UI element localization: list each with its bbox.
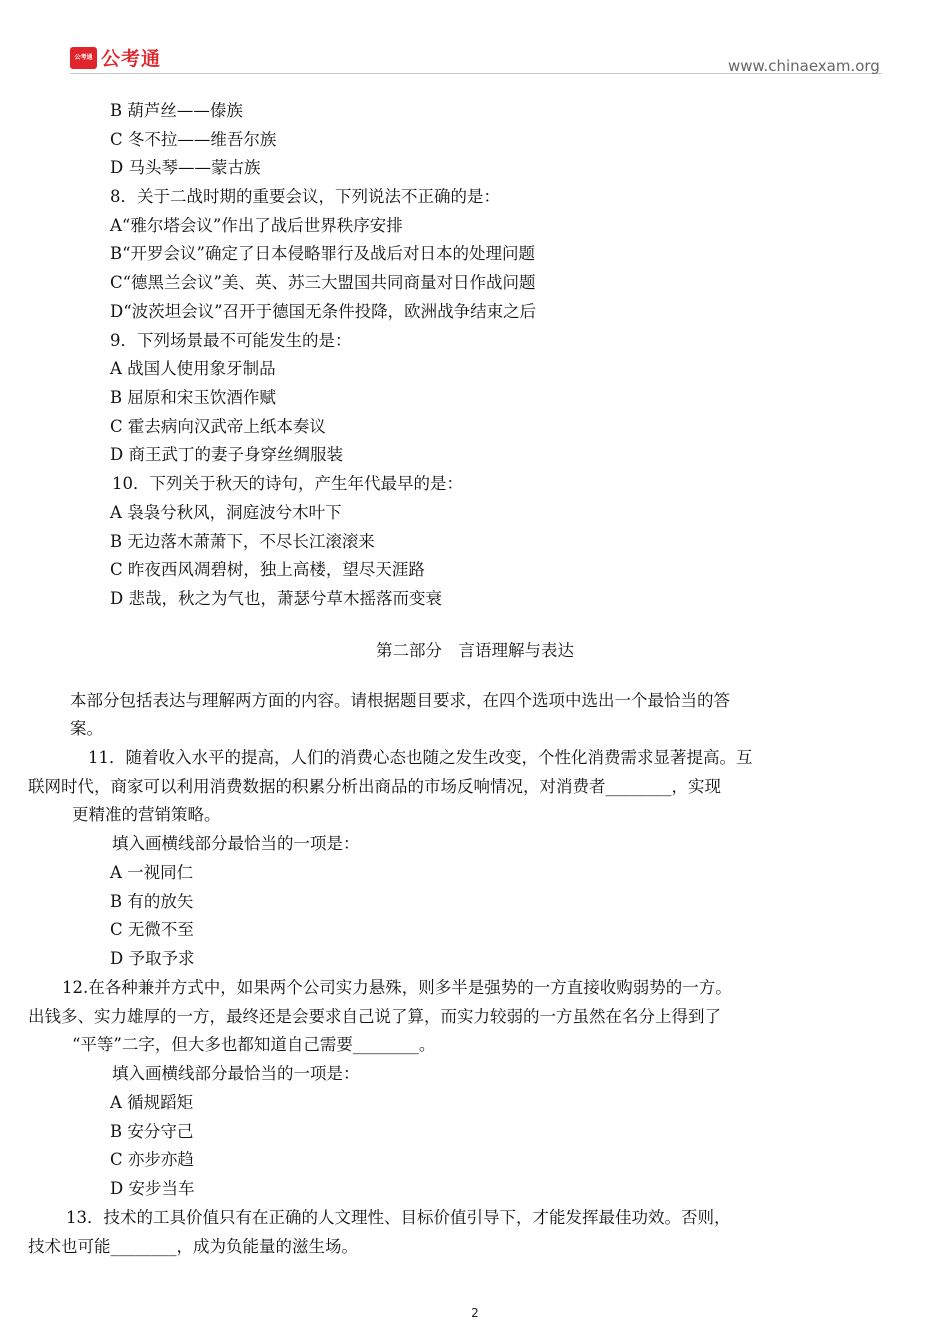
logo-badge: 公考通 — [70, 47, 97, 69]
page-header — [0, 0, 950, 90]
q13-line2: 技术也可能________，成为负能量的滋生场。 — [28, 1237, 358, 1256]
q7-option-c: C 冬不拉——维吾尔族 — [110, 130, 277, 149]
page-number: 2 — [471, 1306, 479, 1320]
q8-stem: 8．关于二战时期的重要会议，下列说法不正确的是： — [110, 187, 500, 206]
q10-stem: 10．下列关于秋天的诗句，产生年代最早的是： — [112, 474, 463, 493]
q11-option-a: A 一视同仁 — [110, 863, 194, 882]
q8-option-c: C“德黑兰会议”美、英、苏三大盟国共同商量对日作战问题 — [110, 273, 536, 292]
q9-option-d: D 商王武丁的妻子身穿丝绸服装 — [110, 445, 343, 464]
q11-prompt: 填入画横线部分最恰当的一项是： — [112, 834, 360, 853]
q11-option-d: D 予取予求 — [110, 949, 195, 968]
q11-option-b: B 有的放矢 — [110, 892, 194, 911]
q12-option-d: D 安步当车 — [110, 1179, 195, 1198]
section-intro-line2: 案。 — [70, 719, 103, 738]
q10-option-b: B 无边落木萧萧下，不尽长江滚滚来 — [110, 532, 375, 551]
q9-option-b: B 屈原和宋玉饮酒作赋 — [110, 388, 276, 407]
q9-stem: 9．下列场景最不可能发生的是： — [110, 331, 352, 350]
q9-option-a: A 战国人使用象牙制品 — [110, 359, 276, 378]
q11-line3: 更精准的营销策略。 — [72, 805, 221, 824]
q7-option-b: B 葫芦丝——傣族 — [110, 101, 243, 120]
q13-line1: 13．技术的工具价值只有在正确的人文理性、目标价值引导下，才能发挥最佳功效。否则， — [66, 1208, 731, 1227]
section-title: 第二部分 言语理解与表达 — [376, 641, 574, 660]
q8-option-a: A“雅尔塔会议”作出了战后世界秩序安排 — [110, 216, 403, 235]
section-intro-line1: 本部分包括表达与理解两方面的内容。请根据题目要求，在四个选项中选出一个最恰当的答 — [70, 691, 730, 710]
q9-option-c: C 霍去病向汉武帝上纸本奏议 — [110, 417, 326, 436]
q10-option-a: A 袅袅兮秋风，洞庭波兮木叶下 — [110, 503, 342, 522]
website-url[interactable]: www.chinaexam.org — [728, 57, 880, 75]
q8-option-b: B“开罗会议”确定了日本侵略罪行及战后对日本的处理问题 — [110, 244, 535, 263]
q12-prompt: 填入画横线部分最恰当的一项是： — [112, 1064, 360, 1083]
q12-line3: “平等”二字，但大多也都知道自己需要________。 — [72, 1035, 436, 1054]
q12-option-c: C 亦步亦趋 — [110, 1150, 194, 1169]
q8-option-d: D“波茨坦会议”召开于德国无条件投降，欧洲战争结束之后 — [110, 302, 537, 321]
q10-option-c: C 昨夜西风凋碧树，独上高楼，望尽天涯路 — [110, 560, 425, 579]
q12-line1: 12.在各种兼并方式中，如果两个公司实力悬殊，则多半是强势的一方直接收购弱势的一方。 — [62, 978, 732, 997]
q7-option-d: D 马头琴——蒙古族 — [110, 158, 261, 177]
q11-line2: 联网时代，商家可以利用消费数据的积累分析出商品的市场反响情况，对消费者________，实现 — [28, 777, 721, 796]
q11-option-c: C 无微不至 — [110, 920, 194, 939]
q12-option-b: B 安分守己 — [110, 1122, 194, 1141]
q12-line2: 出钱多、实力雄厚的一方，最终还是会要求自己说了算，而实力较弱的一方虽然在名分上得到了 — [28, 1007, 721, 1026]
q10-option-d: D 悲哉，秋之为气也，萧瑟兮草木摇落而变衰 — [110, 589, 442, 608]
q11-line1: 11．随着收入水平的提高，人们的消费心态也随之发生改变，个性化消费需求显著提高。互 — [88, 748, 753, 767]
logo-text: 公考通 — [101, 48, 162, 70]
q12-option-a: A 循规蹈矩 — [110, 1093, 194, 1112]
